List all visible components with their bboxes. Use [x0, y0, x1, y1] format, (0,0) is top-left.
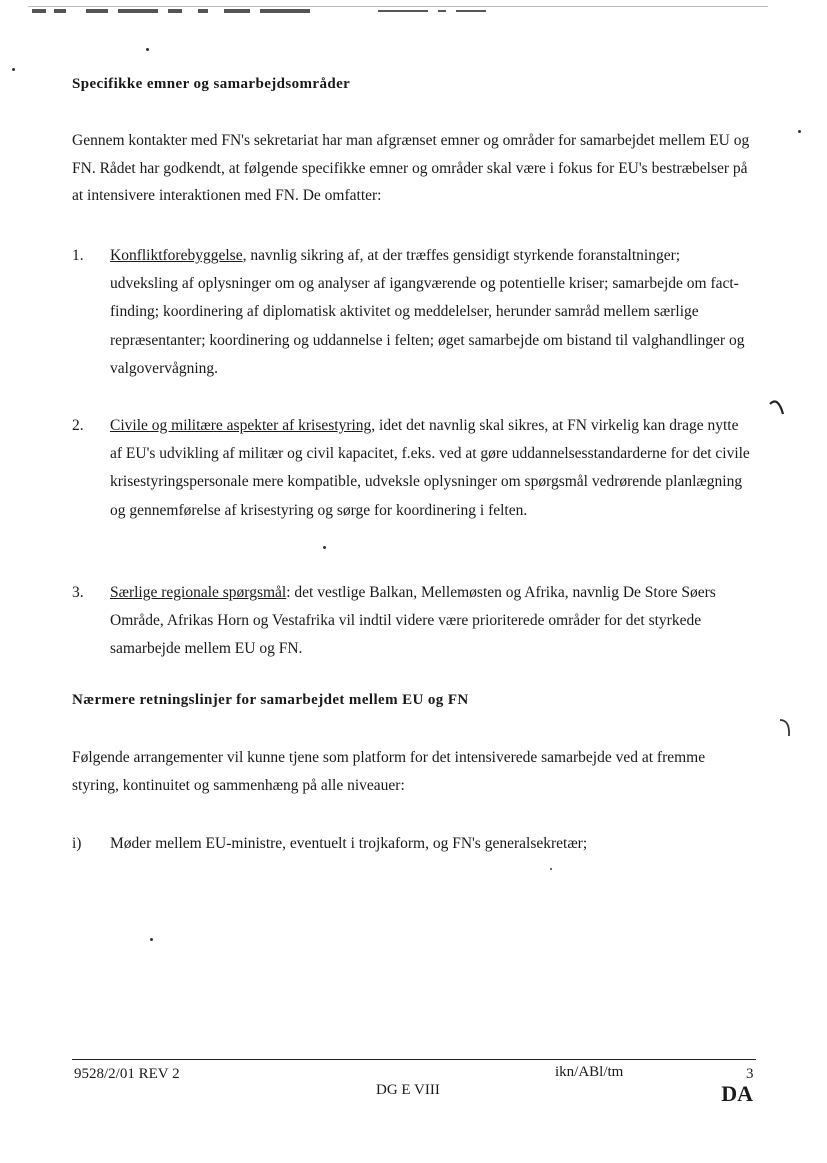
- item-number: 2.: [72, 417, 84, 434]
- item-title: Særlige regionale spørgsmål: [110, 584, 287, 601]
- scan-speck: [12, 68, 15, 71]
- item-body: [110, 579, 750, 664]
- scan-speck: [150, 938, 153, 941]
- language-code: DA: [721, 1081, 753, 1106]
- scan-speck: [798, 130, 801, 133]
- item-number: 1.: [72, 247, 84, 264]
- page-number: 3: [746, 1066, 754, 1082]
- item-body: [110, 242, 750, 383]
- directorate-general: DG E VIII: [376, 1082, 440, 1098]
- fax-transmission-header: [28, 6, 768, 19]
- item-marker: i): [72, 835, 82, 852]
- item-text: Møder mellem EU-ministre, eventuelt i trojkaform, og FN's generalsekretær;: [110, 835, 588, 852]
- author-initials: ikn/ABl/tm: [555, 1064, 624, 1080]
- item-title: Konfliktforebyggelse: [110, 247, 243, 264]
- item-number: 3.: [72, 584, 84, 601]
- footer-divider: [72, 1059, 756, 1060]
- section-heading-specific-topics: Specifikke emner og samarbejdsområder: [72, 76, 351, 92]
- platform-paragraph: Følgende arrangementer vil kunne tjene som platform for det intensiverede samarbejde ved at fremme styring, kontinuitet og sammenhæng på alle niveauer:: [72, 749, 706, 794]
- item-body: [110, 412, 750, 525]
- punch-hole-mark: [776, 716, 794, 738]
- item-text: : det vestlige Balkan, Mellemøsten og Afrika, navnlig De Store Søers Område, Afrikas Horn og Vestafrika vil indtil videre være prioriterede områder for det styrkede samarbejde mellem EU og FN.: [110, 584, 716, 658]
- scan-speck: [146, 48, 149, 51]
- item-title: Civile og militære aspekter af krisestyring: [110, 417, 372, 434]
- document-reference: 9528/2/01 REV 2: [74, 1066, 180, 1082]
- intro-paragraph: Gennem kontakter med FN's sekretariat har man afgrænset emner og områder for samarbejdet mellem EU og FN. Rådet har godkendt, at følgende specifikke emner og områder skal være i fokus for EU's bestræbelser på at intensivere interaktionen med FN. De omfatter:: [72, 132, 750, 204]
- scan-speck: [323, 546, 326, 549]
- punch-hole-mark: [768, 398, 786, 420]
- item-text: , navnlig sikring af, at der træffes gensidigt styrkende foranstaltninger; udveksling af oplysninger om og analyser af igangværende og potentielle kriser; samarbejde om fact-finding; koordinering af diplomatisk aktivitet og meddelelser, herunder samråd mellem særlige repræsentanter; koordinering og uddannelse i felten; øget samarbejde om bistand til valghandlinger og valgovervågning.: [110, 247, 745, 377]
- item-text: , idet det navnlig skal sikres, at FN virkelig kan drage nytte af EU's udvikling af militær og civil kapacitet, f.eks. ved at gøre uddannelsesstandarderne for det civile krisestyringspersonale mere kompatible, udveksle oplysninger om spørgsmål vedrørende planlægning og gennemførelse af krisestyring og sørge for koordinering i felten.: [110, 417, 750, 519]
- section-heading-guidelines: Nærmere retningslinjer for samarbejdet mellem EU og FN: [72, 692, 469, 708]
- scan-speck: [550, 868, 552, 870]
